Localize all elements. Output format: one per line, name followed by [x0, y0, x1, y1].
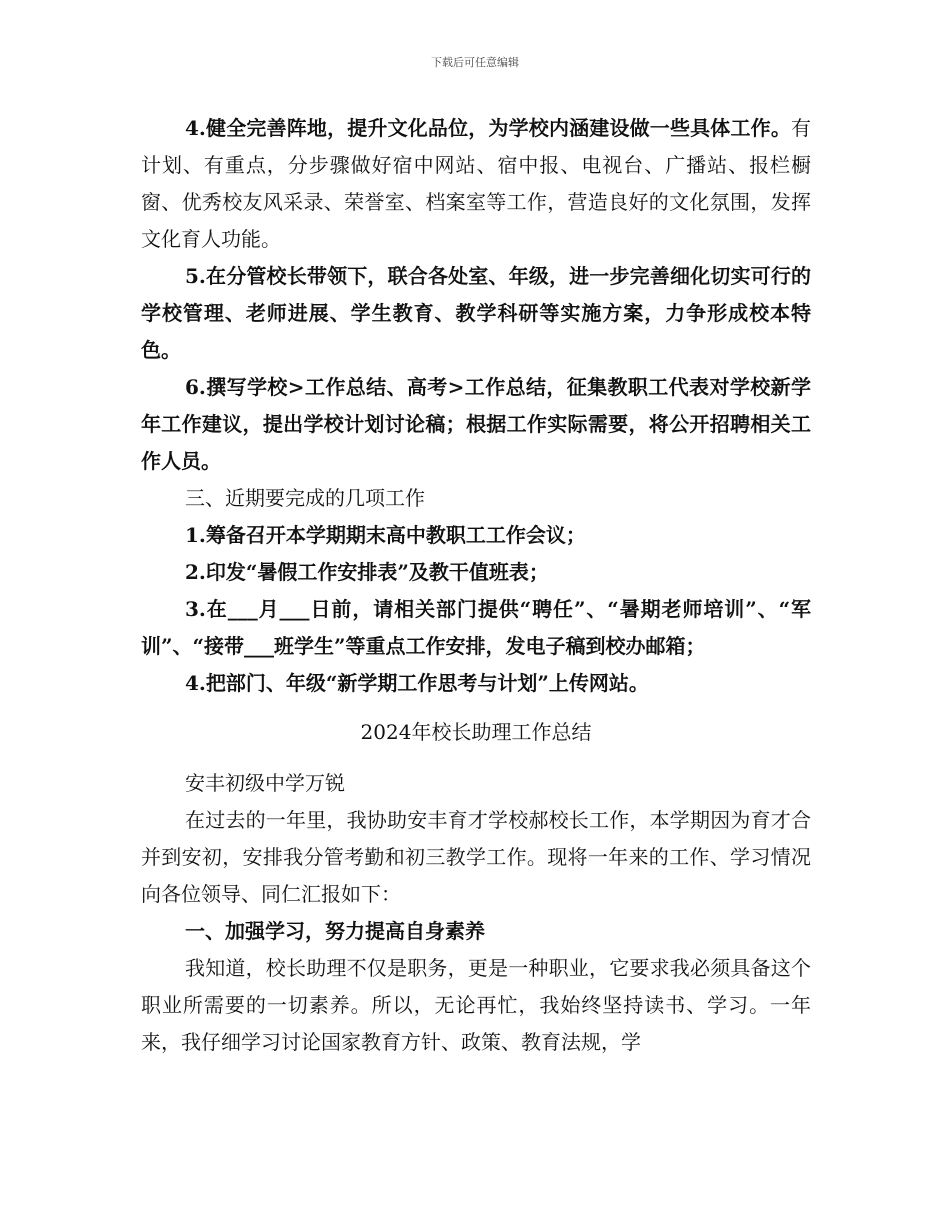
- paragraph-lead: 一、加强学习，努力提高自身素养: [185, 919, 485, 943]
- paragraph-text: 我知道，校长助理不仅是职务，更是一种职业，它要求我必须具备这个职业所需要的一切素养。所以，无论再忙，我始终坚持读书、学习。一年来，我仔细学习讨论国家教育方针、政策、教育法规，学: [141, 956, 811, 1054]
- paragraph-text: 在过去的一年里，我协助安丰育才学校郝校长工作，本学期因为育才合并到安初，安排我分管考勤和初三教学工作。现将一年来的工作、学习情况向各位领导、同仁汇报如下：: [141, 808, 811, 906]
- paragraph-item-5: [141, 258, 811, 369]
- body-paragraph: [141, 950, 811, 1061]
- task-item-1: [141, 517, 811, 554]
- paragraph-lead: 1.筹备召开本学期期末高中教职工工作会议；: [185, 523, 586, 547]
- section-heading-3: [141, 480, 811, 517]
- section-heading-1: [141, 913, 811, 950]
- task-item-3: [141, 591, 811, 665]
- document-title: 2024年校长助理工作总结: [360, 720, 592, 744]
- paragraph-lead: 3.在___月___日前，请相关部门提供“聘任”、“暑期老师培训”、“军训”、“接带___班学生”等重点工作安排，发电子稿到校办邮箱；: [141, 597, 811, 658]
- paragraph-text: 安丰初级中学万锐: [185, 771, 345, 795]
- author-line: [141, 765, 811, 802]
- paragraph-lead: 5.在分管校长带领下，联合各处室、年级，进一步完善细化切实可行的学校管理、老师进展、学生教育、教学科研等实施方案，力争形成校本特色。: [141, 264, 811, 362]
- task-item-4: [141, 665, 811, 702]
- paragraph-lead: 4.健全完善阵地，提升文化品位，为学校内涵建设做一些具体工作。: [185, 116, 791, 140]
- document-body: [141, 110, 811, 1061]
- paragraph-item-4: [141, 110, 811, 258]
- paragraph-lead: 6.撰写学校>工作总结、高考>工作总结，征集教职工代表对学校新学年工作建议，提出学校计划讨论稿；根据工作实际需要，将公开招聘相关工作人员。: [141, 375, 811, 473]
- task-item-2: [141, 554, 811, 591]
- paragraph-lead: 2.印发“暑假工作安排表”及教干值班表；: [185, 560, 549, 584]
- page-header: 下载后可任意编辑: [431, 56, 519, 69]
- intro-paragraph: [141, 802, 811, 913]
- paragraph-text: 有计划、有重点，分步骤做好宿中网站、宿中报、电视台、广播站、报栏橱窗、优秀校友风采录、荣誉室、档案室等工作，营造良好的文化氛围，发挥文化育人功能。: [141, 116, 811, 251]
- paragraph-lead: 4.把部门、年级“新学期工作思考与计划”上传网站。: [185, 671, 649, 695]
- paragraph-item-6: [141, 369, 811, 480]
- paragraph-text: 三、近期要完成的几项工作: [185, 486, 425, 510]
